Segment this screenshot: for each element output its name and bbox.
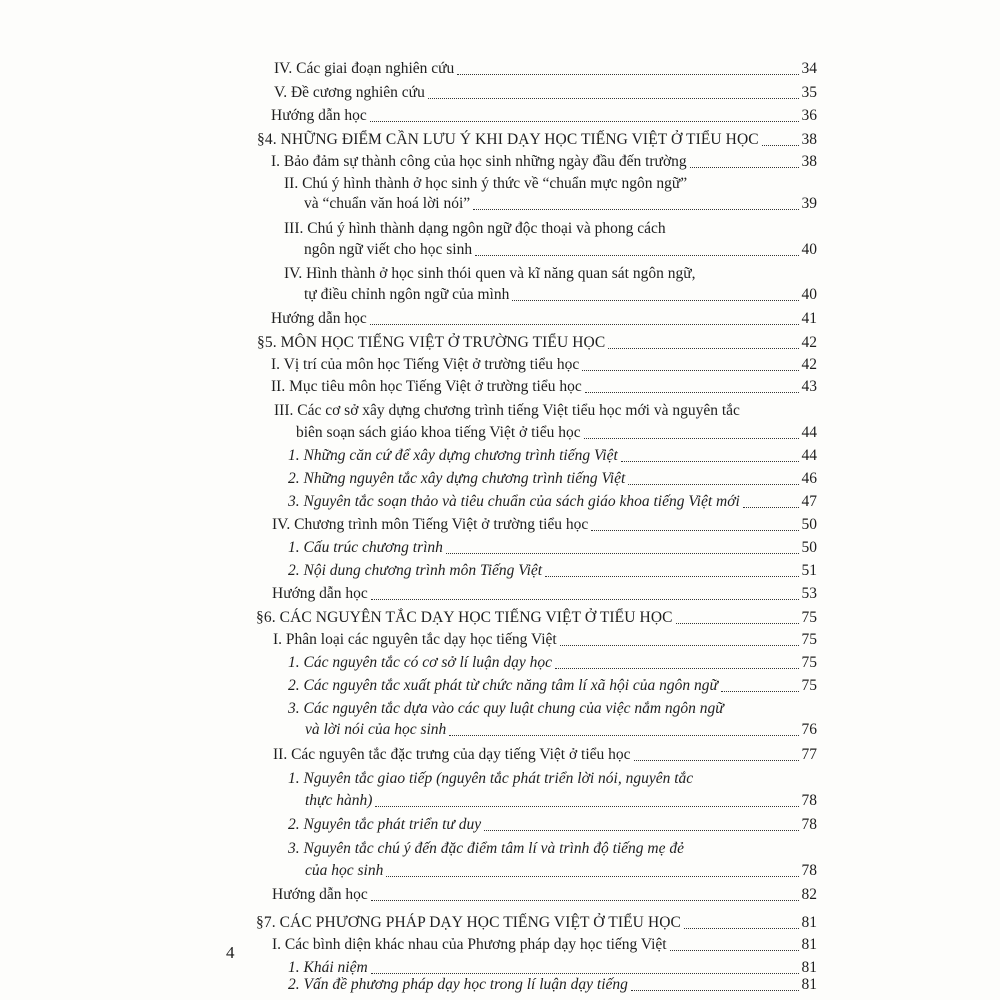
toc-entry-text: 2. Nguyên tắc phát triển tư duy (288, 816, 482, 833)
toc-entry-text: 3. Nguyên tắc soạn thảo và tiêu chuẩn của sách giáo khoa tiếng Việt mới (288, 493, 740, 510)
dot-leader (634, 760, 799, 761)
toc-entry-text: 1. Những căn cứ để xây dựng chương trình tiếng Việt (288, 447, 618, 464)
toc-entry-text: Hướng dẫn học (272, 886, 368, 903)
toc-entry-text: 1. Nguyên tắc giao tiếp (nguyên tắc phát triển lời nói, nguyên tắc (288, 770, 694, 787)
toc-page-number: 44 (801, 447, 817, 464)
toc-page-number: 40 (801, 286, 817, 303)
dot-leader (371, 599, 799, 600)
toc-entry-text: I. Phân loại các nguyên tắc dạy học tiếng Việt (273, 631, 557, 648)
dot-leader (371, 900, 799, 901)
toc-entry-text: của học sinh (305, 862, 384, 879)
toc-page-number: 46 (801, 470, 817, 487)
toc-entry-text: IV. Hình thành ở học sinh thói quen và kĩ năng quan sát ngôn ngữ, (284, 265, 696, 282)
dot-leader (370, 121, 799, 122)
toc-entry (274, 59, 817, 79)
dot-leader (371, 973, 799, 974)
dot-leader (684, 928, 799, 929)
dot-leader (370, 324, 799, 325)
toc-entry (271, 309, 817, 329)
toc-entry-text: và lời nói của học sinh (305, 721, 447, 738)
toc-entry (271, 106, 817, 126)
toc-page-number: 34 (801, 60, 817, 77)
toc-entry-text: §4. NHỮNG ĐIỂM CẦN LƯU Ý KHI DẠY HỌC TIẾNG VIỆT Ở TIỂU HỌC (257, 131, 759, 148)
toc-entry (288, 492, 817, 512)
dot-leader (591, 530, 798, 531)
toc-entry-text: II. Chú ý hình thành ở học sinh ý thức về “chuẩn mực ngôn ngữ” (284, 175, 688, 192)
toc-section-heading (257, 333, 817, 353)
toc-entry (288, 676, 817, 696)
toc-page-number: 44 (801, 424, 817, 441)
toc-entry-text: 2. Nội dung chương trình môn Tiếng Việt (288, 562, 543, 579)
toc-entry (284, 219, 817, 239)
toc-entry (304, 194, 817, 214)
toc-page-number: 82 (801, 886, 817, 903)
toc-section-heading (256, 608, 817, 628)
toc-entry-text: I. Vị trí của môn học Tiếng Việt ở trường tiểu học (271, 356, 580, 373)
toc-page-number: 77 (801, 746, 817, 763)
dot-leader (628, 484, 798, 485)
toc-entry-text: IV. Các giai đoạn nghiên cứu (274, 60, 455, 77)
toc-entry-text: IV. Chương trình môn Tiếng Việt ở trường tiểu học (272, 516, 589, 533)
toc-page-number: 47 (801, 493, 817, 510)
toc-entry (274, 401, 817, 421)
toc-entry-text: biên soạn sách giáo khoa tiếng Việt ở tiểu học (296, 424, 581, 441)
toc-entry-text: II. Mục tiêu môn học Tiếng Việt ở trường tiểu học (271, 378, 582, 395)
toc-entry (305, 791, 817, 811)
toc-entry (271, 152, 817, 172)
dot-leader (475, 255, 798, 256)
toc-entry (288, 975, 817, 995)
toc-entry (271, 377, 817, 397)
toc-entry-text: III. Các cơ sở xây dựng chương trình tiếng Việt tiểu học mới và nguyên tắc (274, 402, 740, 419)
toc-entry-text: thực hành) (305, 792, 373, 809)
toc-entry (272, 515, 817, 535)
dot-leader (621, 461, 799, 462)
dot-leader (512, 300, 798, 301)
toc-page-number: 51 (801, 562, 817, 579)
toc-entry (284, 174, 817, 194)
toc-entry (288, 815, 817, 835)
toc-entry-text: ngôn ngữ viết cho học sinh (304, 241, 473, 258)
toc-entry (274, 83, 817, 103)
dot-leader (631, 990, 799, 991)
toc-entry (288, 538, 817, 558)
toc-entry-text: III. Chú ý hình thành dạng ngôn ngữ độc thoại và phong cách (284, 220, 666, 237)
toc-entry (271, 355, 817, 375)
toc-page-number: 75 (801, 631, 817, 648)
toc-entry-text: và “chuẩn văn hoá lời nói” (304, 195, 471, 212)
toc-entry-text: Hướng dẫn học (272, 585, 368, 602)
dot-leader (690, 167, 799, 168)
toc-section-heading (256, 913, 817, 933)
dot-leader (484, 830, 798, 831)
dot-leader (676, 623, 799, 624)
toc-entry-text: 2. Những nguyên tắc xây dựng chương trình tiếng Việt (288, 470, 626, 487)
dot-leader (473, 209, 798, 210)
toc-entry (288, 469, 817, 489)
toc-entry (305, 861, 817, 881)
toc-entry (273, 745, 817, 765)
dot-leader (721, 691, 798, 692)
toc-page-number: 78 (801, 862, 817, 879)
toc-entry (272, 935, 817, 955)
toc-entry-text: §6. CÁC NGUYÊN TẮC DẠY HỌC TIẾNG VIỆT Ở TIỂU HỌC (256, 609, 673, 626)
toc-page-number: 81 (801, 959, 817, 976)
toc-entry (288, 769, 817, 789)
toc-page-number: 50 (801, 516, 817, 533)
dot-leader (386, 876, 798, 877)
toc-entry-text: 2. Vấn đề phương pháp dạy học trong lí luận dạy tiếng (288, 976, 628, 993)
dot-leader (670, 950, 799, 951)
toc-entry (304, 240, 817, 260)
dot-leader (582, 370, 798, 371)
toc-page-number: 50 (801, 539, 817, 556)
toc-page-number: 41 (801, 310, 817, 327)
toc-page-number: 38 (801, 153, 817, 170)
dot-leader (449, 735, 798, 736)
toc-entry-text: Hướng dẫn học (271, 310, 367, 327)
dot-leader (560, 645, 799, 646)
toc-entry (288, 446, 817, 466)
toc-page-number: 75 (801, 654, 817, 671)
toc-entry (288, 561, 817, 581)
dot-leader (762, 145, 799, 146)
toc-entry-text: 1. Các nguyên tắc có cơ sở lí luận dạy học (288, 654, 553, 671)
toc-page-number: 78 (801, 792, 817, 809)
toc-page-number: 81 (801, 976, 817, 993)
dot-leader (585, 392, 799, 393)
toc-entry (296, 423, 817, 443)
toc-page-number: 75 (801, 609, 817, 626)
toc-entry-text: I. Các bình diện khác nhau của Phương pháp dạy học tiếng Việt (272, 936, 667, 953)
dot-leader (457, 74, 798, 75)
toc-page-number: 39 (801, 195, 817, 212)
toc-page-number: 42 (801, 334, 817, 351)
dot-leader (446, 553, 799, 554)
toc-page-number: 81 (801, 914, 817, 931)
dot-leader (428, 98, 799, 99)
toc-entry (273, 630, 817, 650)
toc-entry (288, 839, 817, 859)
toc-page-number: 81 (801, 936, 817, 953)
toc-page-number: 53 (801, 585, 817, 602)
toc-entry-text: tự điều chỉnh ngôn ngữ của mình (304, 286, 510, 303)
toc-entry-text: §5. MÔN HỌC TIẾNG VIỆT Ở TRƯỜNG TIỂU HỌC (257, 334, 606, 351)
toc-entry (288, 699, 817, 719)
page-number: 4 (226, 943, 235, 962)
toc-page-number: 42 (801, 356, 817, 373)
toc-section-heading (257, 130, 817, 150)
toc-page-number: 78 (801, 816, 817, 833)
toc-entry (272, 885, 817, 905)
toc-entry (284, 264, 817, 284)
toc-entry-text: 1. Cấu trúc chương trình (288, 539, 443, 556)
toc-page-number: 38 (801, 131, 817, 148)
toc-page-number: 35 (801, 84, 817, 101)
toc-entry-text: 2. Các nguyên tắc xuất phát từ chức năng tâm lí xã hội của ngôn ngữ (288, 677, 719, 694)
toc-page-number: 40 (801, 241, 817, 258)
toc-entry-text: Hướng dẫn học (271, 107, 367, 124)
toc-entry-text: I. Bảo đảm sự thành công của học sinh những ngày đầu đến trường (271, 153, 687, 170)
toc-entry-text: §7. CÁC PHƯƠNG PHÁP DẠY HỌC TIẾNG VIỆT Ở TIỂU HỌC (256, 914, 681, 931)
toc-entry (305, 720, 817, 740)
dot-leader (555, 668, 798, 669)
toc-entry (288, 653, 817, 673)
toc-entry-text: 1. Khái niệm (288, 959, 368, 976)
toc-entry (304, 285, 817, 305)
dot-leader (545, 576, 798, 577)
toc-page-number: 75 (801, 677, 817, 694)
dot-leader (584, 438, 799, 439)
dot-leader (743, 507, 799, 508)
toc-entry (272, 584, 817, 604)
toc-entry-text: 3. Các nguyên tắc dựa vào các quy luật chung của việc nắm ngôn ngữ (288, 700, 724, 717)
dot-leader (375, 806, 798, 807)
toc-page-number: 36 (801, 107, 817, 124)
toc-entry-text: V. Đề cương nghiên cứu (274, 84, 425, 101)
dot-leader (608, 348, 798, 349)
toc-entry-text: 3. Nguyên tắc chú ý đến đặc điểm tâm lí và trình độ tiếng mẹ đẻ (288, 840, 685, 857)
toc-entry-text: II. Các nguyên tắc đặc trưng của dạy tiếng Việt ở tiểu học (273, 746, 631, 763)
toc-page-number: 43 (801, 378, 817, 395)
toc-page-number: 76 (801, 721, 817, 738)
